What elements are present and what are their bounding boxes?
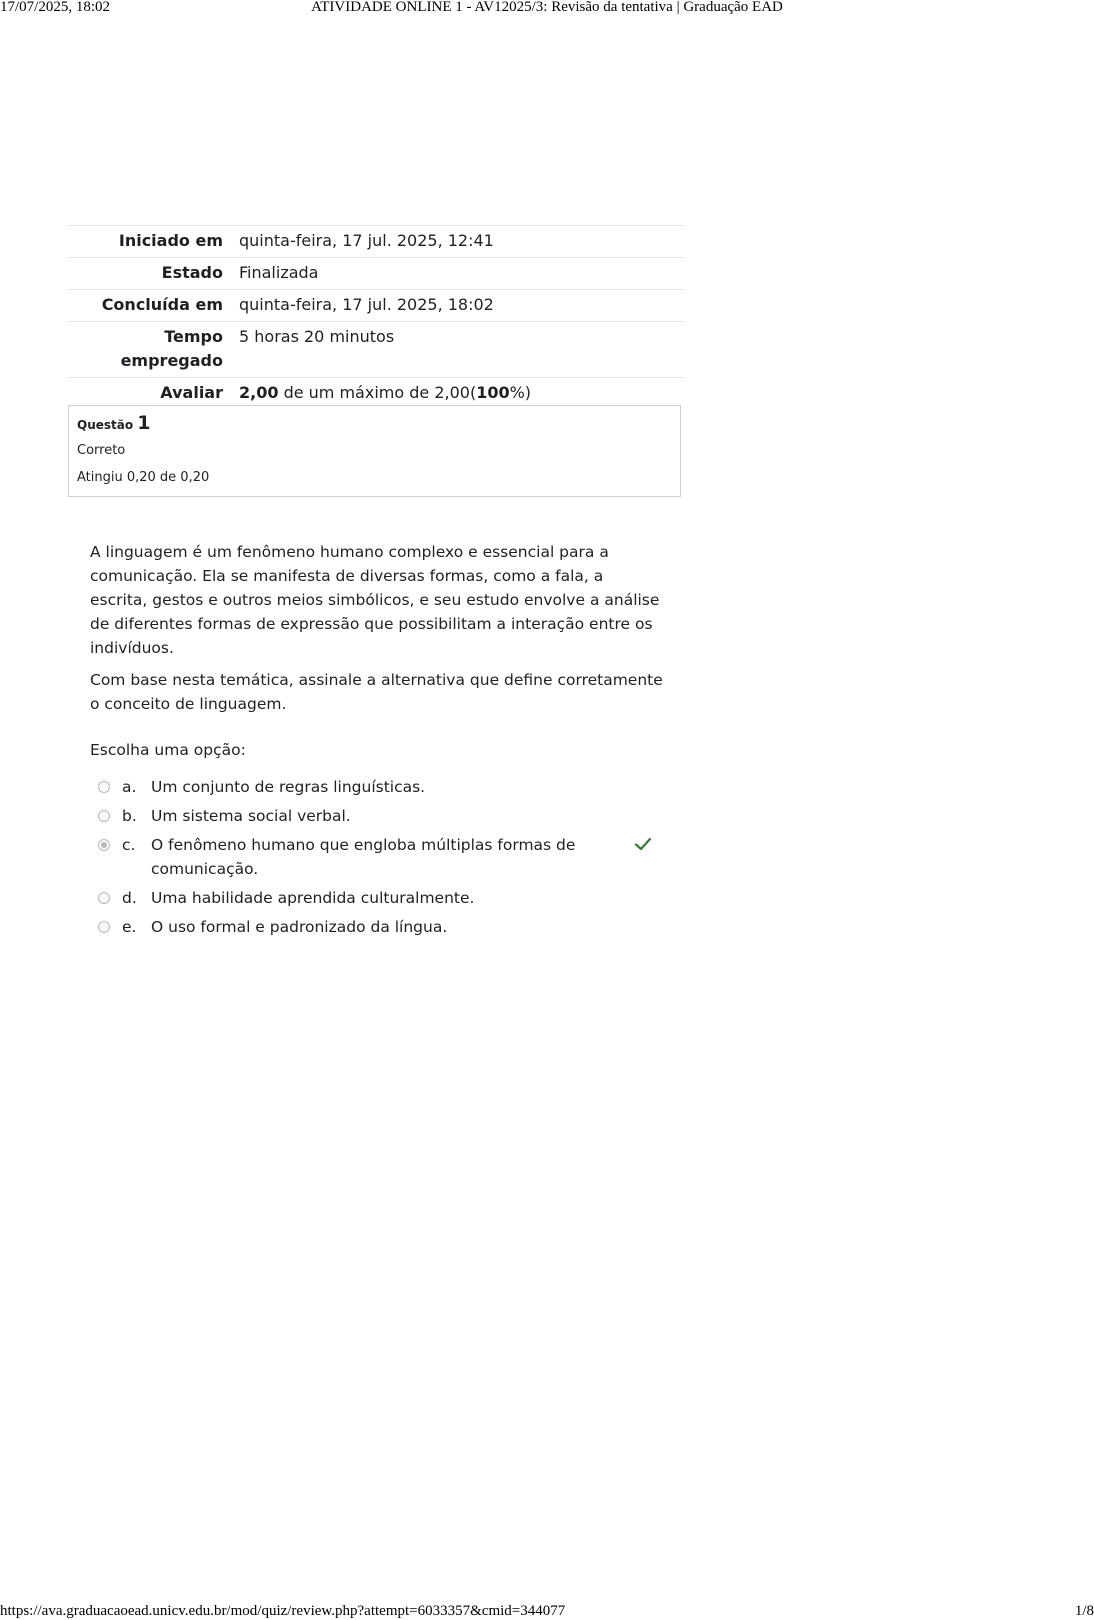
print-url: https://ava.graduacaoead.unicv.edu.br/mod/quiz/review.php?attempt=6033357&cmid=344077	[0, 1603, 566, 1619]
option-text: O uso formal e padronizado da língua.	[151, 918, 448, 936]
option-letter: d.	[122, 889, 137, 907]
summary-row-state	[68, 258, 685, 290]
answer-options	[98, 775, 658, 944]
radio-b[interactable]	[98, 810, 110, 822]
grade-percent: 100	[476, 383, 510, 402]
time-label-line2: empregado	[120, 351, 223, 370]
option-letter: b.	[122, 807, 137, 825]
answer-option-a[interactable]	[98, 775, 658, 799]
answer-option-c[interactable]	[98, 833, 658, 881]
question-grade: Atingiu 0,20 de 0,20	[77, 470, 210, 485]
state-label: Estado	[68, 258, 239, 290]
print-datetime: 17/07/2025, 18:02	[0, 0, 111, 15]
started-value: quinta-feira, 17 jul. 2025, 12:41	[239, 226, 685, 258]
grade-score: 2,00	[239, 383, 279, 402]
answer-prompt: Escolha uma opção:	[90, 741, 246, 759]
completed-value: quinta-feira, 17 jul. 2025, 18:02	[239, 290, 685, 322]
summary-row-time	[68, 322, 685, 378]
radio-e[interactable]	[98, 921, 110, 933]
option-letter: c.	[122, 836, 136, 854]
question-text-paragraph-1: A linguagem é um fenômeno humano complexo e essencial para a comunicação. Ela se manifesta de diversas formas, como a fala, a escrita, gestos e outros meios simbólicos, e seu estudo envolve a análise de diferentes formas de expressão que possibilitam a interação entre os indivíduos.	[90, 543, 660, 657]
question-number-value: 1	[137, 412, 151, 434]
print-header	[0, 0, 1094, 16]
time-label	[68, 322, 239, 378]
summary-row-started	[68, 226, 685, 258]
time-value: 5 horas 20 minutos	[239, 322, 685, 378]
print-page-number: 1/8	[1074, 1603, 1094, 1619]
answer-option-b[interactable]	[98, 804, 658, 828]
radio-d[interactable]	[98, 892, 110, 904]
attempt-summary-table	[68, 225, 685, 409]
question-text-paragraph-2: Com base nesta temática, assinale a alternativa que define corretamente o conceito de linguagem.	[90, 671, 663, 713]
started-label: Iniciado em	[68, 226, 239, 258]
print-page-title: ATIVIDADE ONLINE 1 - AV12025/3: Revisão da tentativa | Graduação EAD	[311, 0, 783, 15]
question-label: Questão	[77, 418, 134, 432]
option-letter: e.	[122, 918, 137, 936]
grade-mid: de um máximo de 2,00(	[278, 383, 477, 402]
option-text: Um sistema social verbal.	[151, 807, 351, 825]
radio-a[interactable]	[98, 781, 110, 793]
summary-row-completed	[68, 290, 685, 322]
question-state: Correto	[77, 443, 126, 458]
grade-label: Avaliar	[68, 378, 239, 410]
option-text: O fenômeno humano que engloba múltiplas formas de comunicação.	[151, 836, 576, 878]
time-label-line1: Tempo	[164, 327, 223, 346]
grade-end: %)	[509, 383, 532, 402]
state-value: Finalizada	[239, 258, 685, 290]
correct-check-icon	[634, 835, 652, 853]
option-letter: a.	[122, 778, 137, 796]
radio-c-selected[interactable]	[98, 839, 110, 851]
question-text	[90, 540, 665, 724]
option-text: Uma habilidade aprendida culturalmente.	[151, 889, 475, 907]
completed-label: Concluída em	[68, 290, 239, 322]
answer-option-e[interactable]	[98, 915, 658, 939]
option-text: Um conjunto de regras linguísticas.	[151, 778, 426, 796]
answer-option-d[interactable]	[98, 886, 658, 910]
print-footer	[0, 1604, 1094, 1620]
question-number	[77, 412, 672, 434]
question-info-box	[68, 405, 681, 497]
